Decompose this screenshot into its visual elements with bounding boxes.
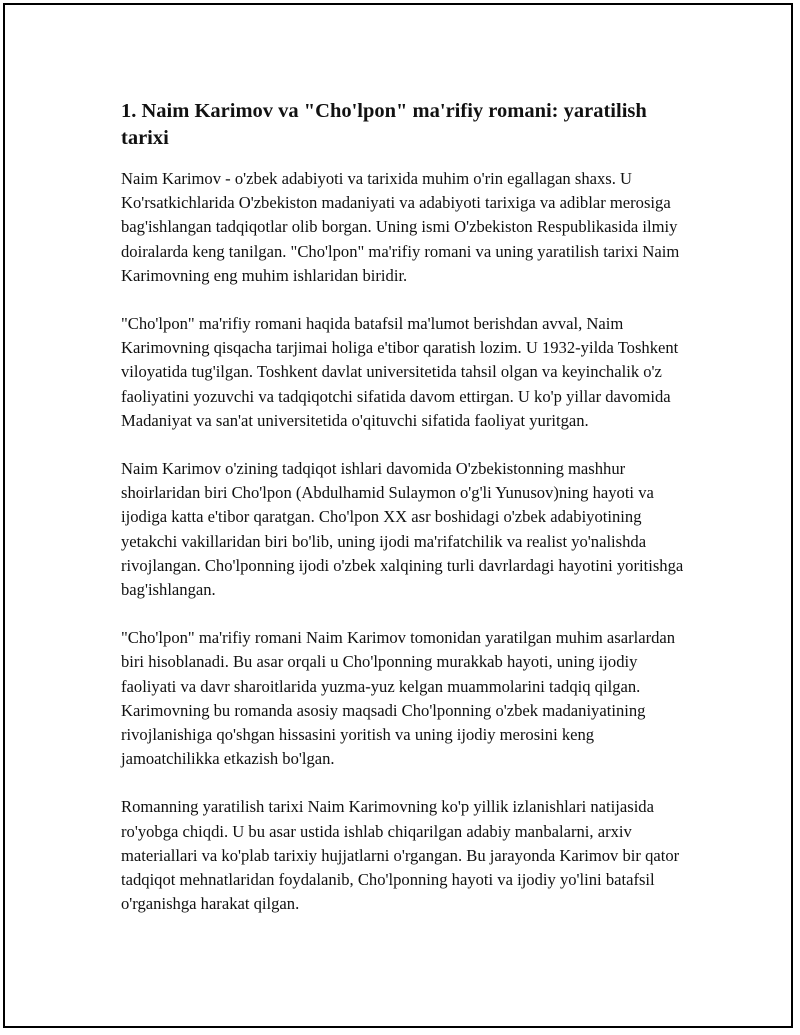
paragraph-3: Naim Karimov o'zining tadqiqot ishlari davomida O'zbekistonning mashhur shoirlaridan biri Cho'lpon (Abdulhamid Sulaymon o'g'li Yunusov)ning hayoti va ijodiga katta e'tibor qaratgan. Cho'lpon XX asr boshidagi o'zbek adabiyotining yetakchi vakillaridan biri bo'lib, uning ijodi ma'rifatchilik va realist yo'nalishda rivojlangan. Cho'lponning ijodi o'zbek xalqining turli davrlardagi hayotini yoritishga bag'ishlangan. — [121, 459, 684, 600]
paragraph-5: Romanning yaratilish tarixi Naim Karimovning ko'p yillik izlanishlari natijasida ro'yobga chiqdi. U bu asar ustida ishlab chiqarilgan adabiy manbalarni, arxiv materiallari va ko'plab tarixiy hujjatlarni o'rgangan. Bu jarayonda Karimov bir qator tadqiqot mehnatlaridan foydalanib, Cho'lponning hayoti va ijodiy yo'lini batafsil o'rganishga harakat qilgan. — [121, 797, 680, 914]
document-page — [3, 3, 793, 1028]
document-body — [121, 98, 693, 940]
paragraph-1: Naim Karimov - o'zbek adabiyoti va tarixida muhim o'rin egallagan shaxs. U Ko'rsatkichlarida O'zbekiston madaniyati va adabiyoti tarixiga va adiblar merosiga bag'ishlangan tadqiqotlar olib borgan. Uning ismi O'zbekiston Respublikasida ilmiy doiralarda keng tanilgan. "Cho'lpon" ma'rifiy romani va uning yaratilish tarixi Naim Karimovning eng muhim ishlaridan biridir. — [121, 169, 680, 285]
section-heading: 1. Naim Karimov va "Cho'lpon" ma'rifiy romani: yaratilish tarixi — [121, 100, 647, 149]
paragraph-4: "Cho'lpon" ma'rifiy romani Naim Karimov tomonidan yaratilgan muhim asarlardan biri hisoblanadi. Bu asar orqali u Cho'lponning murakkab hayoti, uning ijodiy faoliyati va davr sharoitlarida yuzma-yuz kelgan muammolarini tadqiq qilgan. Karimovning bu romanda asosiy maqsadi Cho'lponning o'zbek madaniyatining rivojlanishiga qo'shgan hissasini yoritish va uning ijodiy merosini keng jamoatchilikka etkazish bo'lgan. — [121, 628, 676, 769]
paragraph-2: "Cho'lpon" ma'rifiy romani haqida batafsil ma'lumot berishdan avval, Naim Karimovning qisqacha tarjimai holiga e'tibor qaratish lozim. U 1932-yilda Toshkent viloyatida tug'ilgan. Toshkent davlat universitetida tahsil olgan va keyinchalik o'z faoliyatini yozuvchi va tadqiqotchi sifatida davom ettirgan. U ko'p yillar davomida Madaniyat va san'at universitetida o'qituvchi sifatida faoliyat yuritgan. — [121, 314, 679, 430]
